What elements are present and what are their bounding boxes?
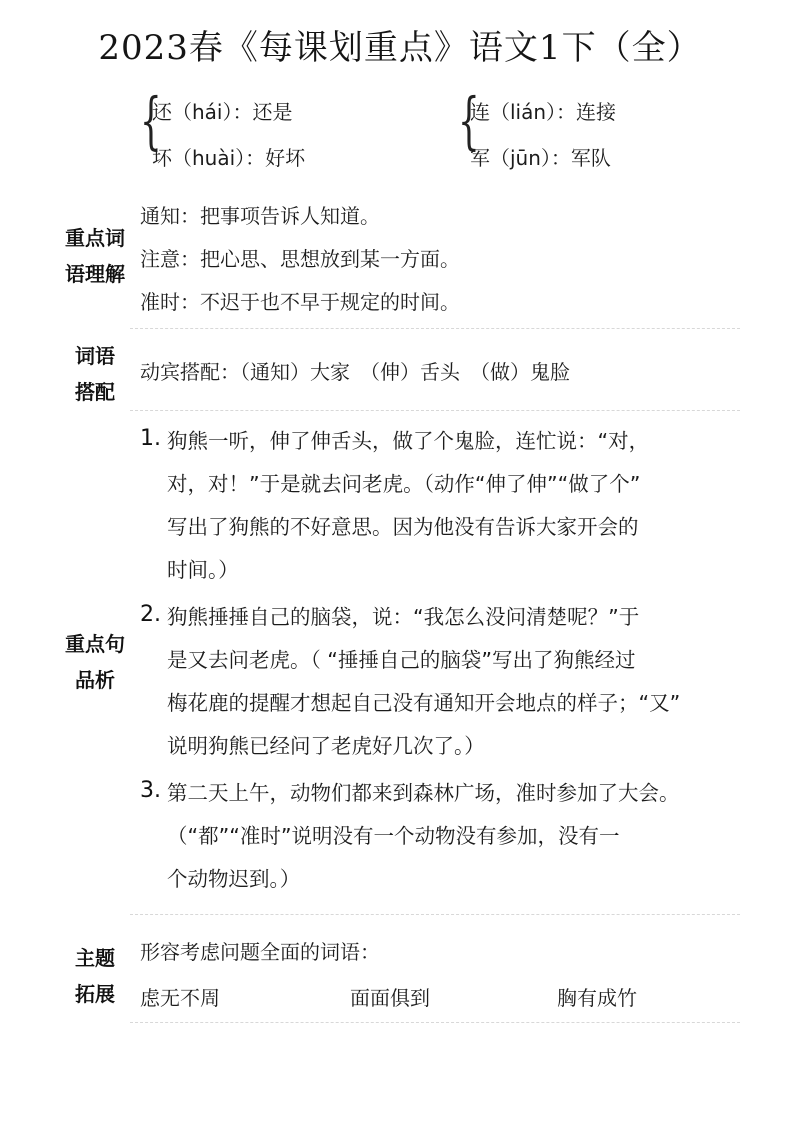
sentence-2 (167, 596, 680, 768)
section-label-collocation (50, 338, 140, 410)
theme-word: 虑无不周 (140, 986, 220, 1010)
theme-heading: 形容考虑问题全面的词语： (140, 940, 380, 964)
sentence-line: （“都”“准时”说明没有一个动物没有参加，没有一 (167, 824, 620, 848)
sentence-line: 个动物迟到。） (167, 867, 301, 891)
label-line: 词语 (75, 344, 115, 368)
brace-left-1: { (140, 84, 162, 157)
section-label-sentences (50, 626, 140, 698)
sentence-line: 写出了狗熊的不好意思。因为他没有告诉大家开会的 (167, 515, 639, 539)
sentence-number: 2. (140, 602, 161, 627)
label-line: 主题 (75, 946, 115, 970)
page-title: 2023春《每课划重点》语文1下（全） (98, 28, 702, 68)
label-line: 拓展 (75, 982, 115, 1006)
divider (130, 328, 740, 329)
label-line: 重点词 (65, 226, 125, 250)
sentence-number: 1. (140, 426, 161, 451)
section-label-theme (50, 940, 140, 1012)
divider (130, 410, 740, 411)
theme-word: 胸有成竹 (557, 986, 637, 1010)
sentence-line: 狗熊一听，伸了伸舌头，做了个鬼脸，连忙说：“对， (167, 429, 650, 453)
vocab-item: 注意：把心思、思想放到某一方面。 (140, 247, 460, 271)
sentence-number: 3. (140, 778, 161, 803)
label-line: 品析 (75, 668, 115, 692)
polyphone-item: 连（lián）：连接 (470, 100, 617, 124)
sentence-1 (167, 420, 649, 592)
label-line: 搭配 (75, 380, 115, 404)
label-line: 语理解 (65, 262, 125, 286)
collocation-text: 动宾搭配：（通知）大家 （伸）舌头 （做）鬼脸 (140, 360, 570, 384)
sentence-line: 梅花鹿的提醒才想起自己没有通知开会地点的样子；“又” (167, 691, 681, 715)
section-label-vocab (50, 220, 140, 292)
brace-left-2: { (458, 84, 480, 157)
sentence-line: 第二天上午，动物们都来到森林广场，准时参加了大会。 (167, 781, 680, 805)
divider (130, 914, 740, 915)
sentence-line: 狗熊捶捶自己的脑袋，说：“我怎么没问清楚呢？”于 (167, 605, 640, 629)
vocab-item: 通知：把事项告诉人知道。 (140, 204, 380, 228)
vocab-item: 准时：不迟于也不早于规定的时间。 (140, 290, 460, 314)
sentence-line: 说明狗熊已经问了老虎好几次了。） (167, 734, 485, 758)
polyphone-group-1 (140, 86, 440, 176)
label-line: 重点句 (65, 632, 125, 656)
divider (130, 1022, 740, 1023)
theme-word: 面面俱到 (350, 986, 430, 1010)
polyphone-item: 军（jūn）：军队 (470, 146, 611, 170)
sentence-line: 时间。） (167, 558, 239, 582)
sentence-3 (167, 772, 680, 901)
sentence-line: 是又去问老虎。（ “捶捶自己的脑袋”写出了狗熊经过 (167, 648, 636, 672)
polyphone-item: 坏（huài）：好坏 (152, 146, 306, 170)
sentence-line: 对，对！”于是就去问老虎。（动作“伸了伸”“做了个” (167, 472, 641, 496)
polyphone-group-2 (458, 86, 758, 176)
polyphone-item: 还（hái）：还是 (152, 100, 293, 124)
